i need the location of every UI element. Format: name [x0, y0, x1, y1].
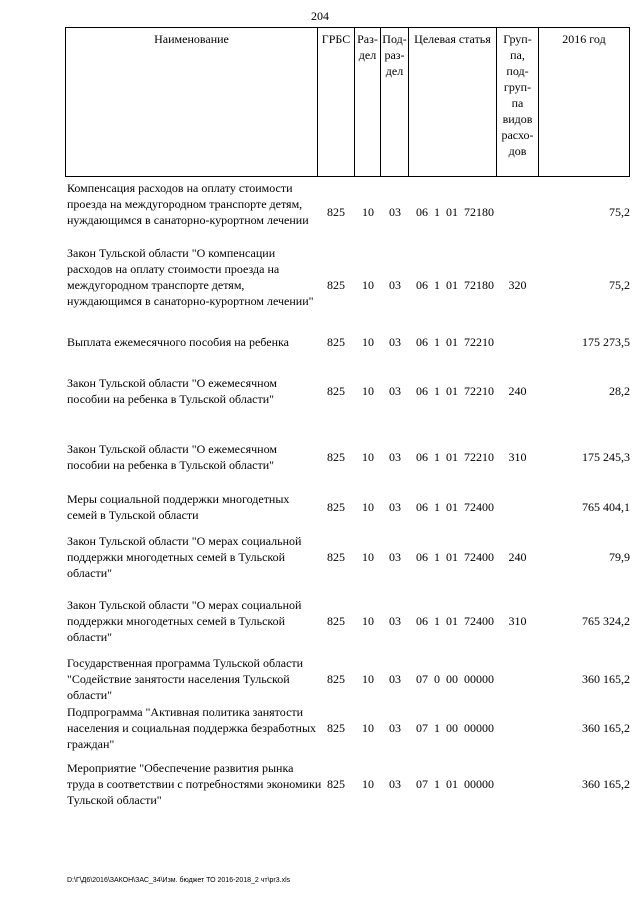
row-target: 06 1 01 72180 [416, 278, 494, 292]
row-amount: 360 165,2 [582, 777, 630, 791]
row-target: 06 1 01 72400 [416, 500, 494, 514]
row-amount: 79,9 [609, 550, 630, 564]
row-razdel: 10 [362, 614, 374, 628]
header-name: Наименование [154, 32, 229, 46]
row-razdel: 10 [362, 721, 374, 735]
row-target: 06 1 01 72400 [416, 550, 494, 564]
row-name: Закон Тульской области "О ежемесячном пособии на ребенка в Тульской области" [67, 442, 277, 472]
row-razdel: 10 [362, 550, 374, 564]
row-name: Меры социальной поддержки многодетных семей в Тульской области [67, 492, 290, 522]
row-grbs: 825 [327, 205, 345, 219]
row-razdel: 10 [362, 777, 374, 791]
header-group: Груп- па, под- груп- па видов расхо- дов [501, 32, 534, 158]
row-name: Закон Тульской области "О компенсации расходов на оплату стоимости проезда на междугородном транспорте детям, нуждающимся в санаторно-курортном лечении" [67, 246, 314, 308]
row-razdel: 10 [362, 500, 374, 514]
row-razdel: 10 [362, 450, 374, 464]
row-amount: 765 404,1 [582, 500, 630, 514]
row-name: Закон Тульской области "О мерах социальной поддержки многодетных семей в Тульской области" [67, 598, 302, 644]
row-target: 07 0 00 00000 [416, 672, 494, 686]
row-amount: 360 165,2 [582, 672, 630, 686]
row-target: 06 1 01 72180 [416, 205, 494, 219]
row-target: 06 1 01 72210 [416, 450, 494, 464]
row-grbs: 825 [327, 777, 345, 791]
column-divider [408, 27, 409, 177]
row-razdel: 10 [362, 278, 374, 292]
header-razdel: Раз- дел [357, 32, 378, 62]
row-grbs: 825 [327, 384, 345, 398]
row-razdel: 10 [362, 335, 374, 349]
row-amount: 75,2 [609, 205, 630, 219]
row-grbs: 825 [327, 614, 345, 628]
row-grbs: 825 [327, 721, 345, 735]
row-podrazdel: 03 [389, 614, 401, 628]
row-grbs: 825 [327, 278, 345, 292]
row-target: 06 1 01 72210 [416, 384, 494, 398]
row-podrazdel: 03 [389, 550, 401, 564]
row-razdel: 10 [362, 205, 374, 219]
header-target: Целевая статья [414, 32, 491, 46]
row-target: 06 1 01 72400 [416, 614, 494, 628]
header-podrazdel: Под- раз- дел [382, 32, 407, 78]
row-vr: 240 [508, 550, 527, 564]
row-podrazdel: 03 [389, 278, 401, 292]
header-grbs: ГРБС [321, 32, 351, 46]
row-name: Компенсация расходов на оплату стоимости проезда на междугородном транспорте детям, нуждающимся в санаторно-курортном лечении [67, 181, 309, 227]
row-grbs: 825 [327, 550, 345, 564]
row-podrazdel: 03 [389, 450, 401, 464]
row-vr: 310 [508, 450, 527, 464]
column-divider [538, 27, 539, 177]
header-year: 2016 год [562, 32, 606, 46]
row-amount: 175 273,5 [582, 335, 630, 349]
row-name: Мероприятие "Обеспечение развития рынка труда в соответствии с потребностями экономики Тульской области" [67, 761, 322, 807]
row-name: Подпрограмма "Активная политика занятости населения и социальная поддержка безработных граждан" [67, 705, 317, 751]
row-razdel: 10 [362, 384, 374, 398]
row-vr: 310 [508, 614, 527, 628]
page-number: 204 [311, 9, 329, 23]
row-target: 06 1 01 72210 [416, 335, 494, 349]
row-podrazdel: 03 [389, 500, 401, 514]
row-name: Государственная программа Тульской области "Содействие занятости населения Тульской области" [67, 656, 304, 702]
row-grbs: 825 [327, 672, 345, 686]
row-name: Закон Тульской области "О ежемесячном пособии на ребенка в Тульской области" [67, 376, 277, 406]
row-amount: 75,2 [609, 278, 630, 292]
row-grbs: 825 [327, 450, 345, 464]
file-path-footer: D:\Г\Д6\2016\ЗАКОН\ЗАС_34\Изм. бюджет ТО 2016-2018_2 чт\pr3.xls [67, 877, 291, 884]
row-vr: 240 [508, 384, 527, 398]
row-grbs: 825 [327, 335, 345, 349]
row-podrazdel: 03 [389, 721, 401, 735]
row-podrazdel: 03 [389, 384, 401, 398]
row-vr: 320 [508, 278, 527, 292]
row-target: 07 1 00 00000 [416, 721, 494, 735]
row-amount: 28,2 [609, 384, 630, 398]
row-amount: 360 165,2 [582, 721, 630, 735]
row-name: Закон Тульской области "О мерах социальной поддержки многодетных семей в Тульской области" [67, 534, 302, 580]
column-divider [317, 27, 318, 177]
row-amount: 765 324,2 [582, 614, 630, 628]
row-target: 07 1 01 00000 [416, 777, 494, 791]
row-name: Выплата ежемесячного пособия на ребенка [67, 335, 289, 349]
row-podrazdel: 03 [389, 777, 401, 791]
row-podrazdel: 03 [389, 672, 401, 686]
row-grbs: 825 [327, 500, 345, 514]
table-header [65, 27, 630, 177]
row-razdel: 10 [362, 672, 374, 686]
row-amount: 175 245,3 [582, 450, 630, 464]
row-podrazdel: 03 [389, 335, 401, 349]
row-podrazdel: 03 [389, 205, 401, 219]
